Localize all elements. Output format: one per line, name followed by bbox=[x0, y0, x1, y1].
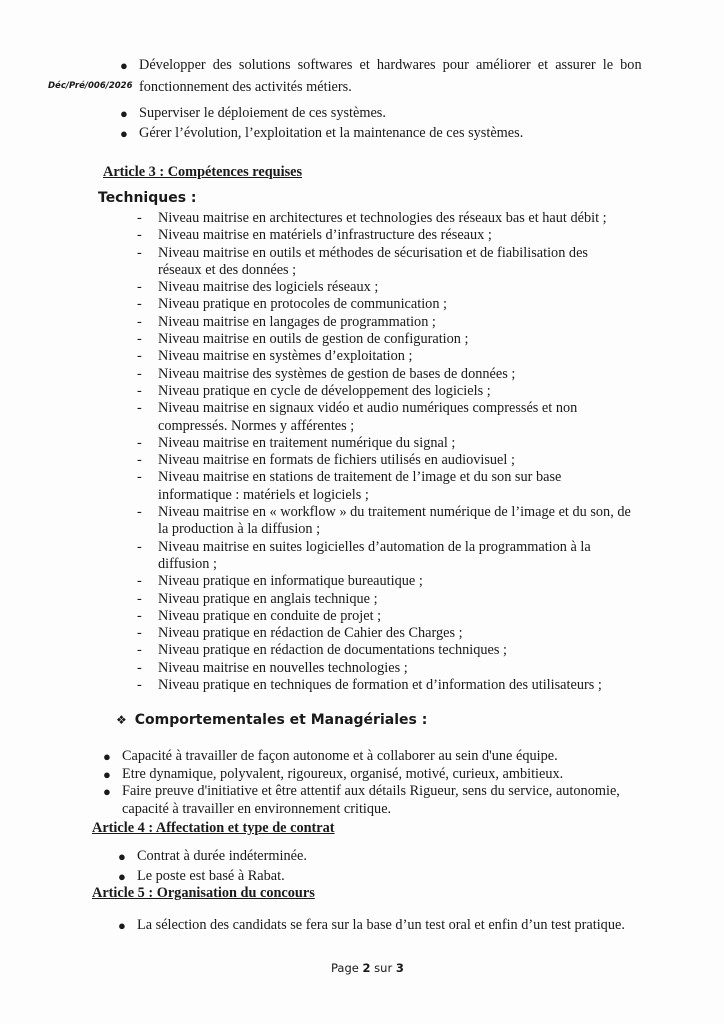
item-text: Superviser le déploiement de ces systèmes. bbox=[139, 105, 386, 121]
item-text: - Niveau pratique en informatique bureautique ; bbox=[158, 573, 423, 590]
item-text: Développer des solutions softwares et hardwares pour améliorer et assurer le bon bbox=[139, 57, 642, 73]
article-5-list bbox=[118, 917, 625, 934]
item-text: - Niveau maitrise en « workflow » du traitement numérique de l’image et du son, de bbox=[158, 504, 631, 521]
item-text: - Niveau pratique en protocoles de communication ; bbox=[158, 296, 448, 313]
list-item bbox=[158, 608, 631, 625]
list-item bbox=[103, 765, 620, 784]
behavioral-list bbox=[103, 748, 620, 818]
article-4-list bbox=[118, 848, 307, 885]
article-5-title: Article 5 : Organisation du concours bbox=[92, 885, 315, 901]
list-item bbox=[158, 642, 631, 659]
item-text: - Niveau pratique en techniques de formation et d’information des utilisateurs ; bbox=[158, 677, 602, 694]
item-text: Le poste est basé à Rabat. bbox=[137, 868, 285, 884]
list-item bbox=[158, 227, 631, 244]
item-text: Etre dynamique, polyvalent, rigoureux, organisé, motivé, curieux, ambitieux. bbox=[122, 765, 564, 782]
list-item bbox=[103, 783, 620, 818]
page-total: 3 bbox=[395, 961, 404, 975]
list-item bbox=[158, 591, 631, 608]
bullet-icon: ● bbox=[103, 749, 111, 764]
diamond-bullet-icon: ❖ bbox=[116, 713, 127, 727]
list-item bbox=[158, 210, 631, 227]
item-text: diffusion ; bbox=[158, 555, 217, 572]
list-item bbox=[158, 469, 631, 504]
list-item bbox=[158, 504, 631, 539]
item-text: - Niveau maitrise en stations de traitement de l’image et du son sur base bbox=[158, 469, 562, 486]
item-text: - Niveau pratique en anglais technique ; bbox=[158, 590, 378, 607]
list-item: ● Le poste est basé à Rabat. bbox=[118, 868, 285, 884]
bullet-icon: ● bbox=[103, 766, 111, 782]
item-text: - Niveau maitrise en signaux vidéo et audio numériques compressés et non bbox=[158, 400, 578, 417]
list-item: ● Superviser le déploiement de ces systèmes. bbox=[120, 105, 386, 121]
item-text: Gérer l’évolution, l’exploitation et la maintenance de ces systèmes. bbox=[139, 125, 524, 141]
article-3-title: Article 3 : Compétences requises bbox=[103, 164, 303, 180]
bullet-icon: ● bbox=[103, 784, 111, 799]
behavioral-title-text: Comportementales et Managériales : bbox=[134, 712, 428, 728]
list-item bbox=[158, 400, 631, 435]
item-text: compressés. Normes y afférentes ; bbox=[158, 417, 355, 434]
item-text: - Niveau pratique en rédaction de Cahier des Charges ; bbox=[158, 625, 463, 642]
list-item bbox=[158, 348, 631, 365]
item-text: - Niveau maitrise en matériels d’infrastructure des réseaux ; bbox=[158, 227, 492, 244]
page-prefix: Page bbox=[331, 961, 359, 975]
list-item bbox=[158, 452, 631, 469]
item-text: - Niveau maitrise en architectures et technologies des réseaux bas et haut débit ; bbox=[158, 210, 607, 226]
list-item: ● La sélection des candidats se fera sur la base d’un test oral et enfin d’un test pratique. bbox=[118, 917, 625, 933]
list-item bbox=[158, 539, 631, 574]
item-text: informatique : matériels et logiciels ; bbox=[158, 486, 369, 503]
item-text: la production à la diffusion ; bbox=[158, 521, 321, 538]
behavioral-title bbox=[116, 712, 427, 728]
item-text: capacité à travailler en environnement critique. bbox=[122, 800, 392, 817]
list-item bbox=[158, 366, 631, 383]
list-item: ● Gérer l’évolution, l’exploitation et la maintenance de ces systèmes. bbox=[120, 125, 524, 141]
page-number bbox=[331, 961, 404, 975]
item-text: - Niveau pratique en conduite de projet ; bbox=[158, 607, 382, 624]
page-current: 2 bbox=[362, 961, 371, 975]
list-item-continuation bbox=[139, 77, 642, 105]
list-item bbox=[158, 296, 631, 313]
item-text: réseaux et des données ; bbox=[158, 261, 297, 278]
list-item bbox=[158, 331, 631, 348]
list-item: ● Développer des solutions softwares et hardwares pour améliorer et assurer le bon bbox=[120, 57, 642, 73]
item-text: - Niveau maitrise en traitement numérique du signal ; bbox=[158, 434, 456, 451]
list-item: ● Contrat à durée indéterminée. bbox=[118, 848, 307, 864]
list-item bbox=[158, 383, 631, 400]
item-text: - Niveau maitrise en langages de programmation ; bbox=[158, 313, 436, 330]
list-item bbox=[158, 314, 631, 331]
item-text: La sélection des candidats se fera sur la base d’un test oral et enfin d’un test pratique. bbox=[137, 917, 625, 933]
item-text: - Niveau maitrise en systèmes d’exploitation ; bbox=[158, 348, 413, 365]
list-item bbox=[158, 435, 631, 452]
techniques-list bbox=[158, 210, 631, 694]
item-text: Faire preuve d'initiative et être attentif aux détails Rigueur, sens du service, autonomie, bbox=[122, 783, 620, 799]
article-4-title: Article 4 : Affectation et type de contrat bbox=[92, 820, 335, 836]
item-text: fonctionnement des activités métiers. bbox=[139, 79, 352, 95]
item-text: - Niveau maitrise en formats de fichiers utilisés en audiovisuel ; bbox=[158, 452, 515, 469]
item-text: - Niveau maitrise en outils et méthodes de sécurisation et de fiabilisation des bbox=[158, 244, 588, 261]
list-item bbox=[103, 748, 620, 766]
list-item bbox=[158, 677, 631, 694]
list-item bbox=[158, 245, 631, 280]
item-text: - Niveau pratique en rédaction de documentations techniques ; bbox=[158, 642, 507, 659]
list-item bbox=[158, 279, 631, 296]
list-item bbox=[158, 573, 631, 590]
list-item bbox=[158, 625, 631, 642]
techniques-title: Techniques : bbox=[98, 190, 197, 206]
item-text: - Niveau maitrise des systèmes de gestion de bases de données ; bbox=[158, 365, 516, 382]
list-item bbox=[158, 660, 631, 677]
reference-number: Déc/Pré/006/2026 bbox=[48, 81, 133, 91]
missions-list bbox=[120, 57, 642, 142]
item-text: - Niveau maitrise en nouvelles technologies ; bbox=[158, 659, 408, 676]
item-text: - Niveau maitrise en suites logicielles d’automation de la programmation à la bbox=[158, 538, 591, 555]
item-text: - Niveau pratique en cycle de développement des logiciels ; bbox=[158, 382, 491, 399]
item-text: Contrat à durée indéterminée. bbox=[137, 848, 307, 864]
item-text: - Niveau maitrise en outils de gestion de configuration ; bbox=[158, 331, 469, 348]
page-sep: sur bbox=[374, 961, 393, 975]
item-text: - Niveau maitrise des logiciels réseaux ; bbox=[158, 279, 379, 296]
item-text: Capacité à travailler de façon autonome et à collaborer au sein d'une équipe. bbox=[122, 748, 558, 764]
